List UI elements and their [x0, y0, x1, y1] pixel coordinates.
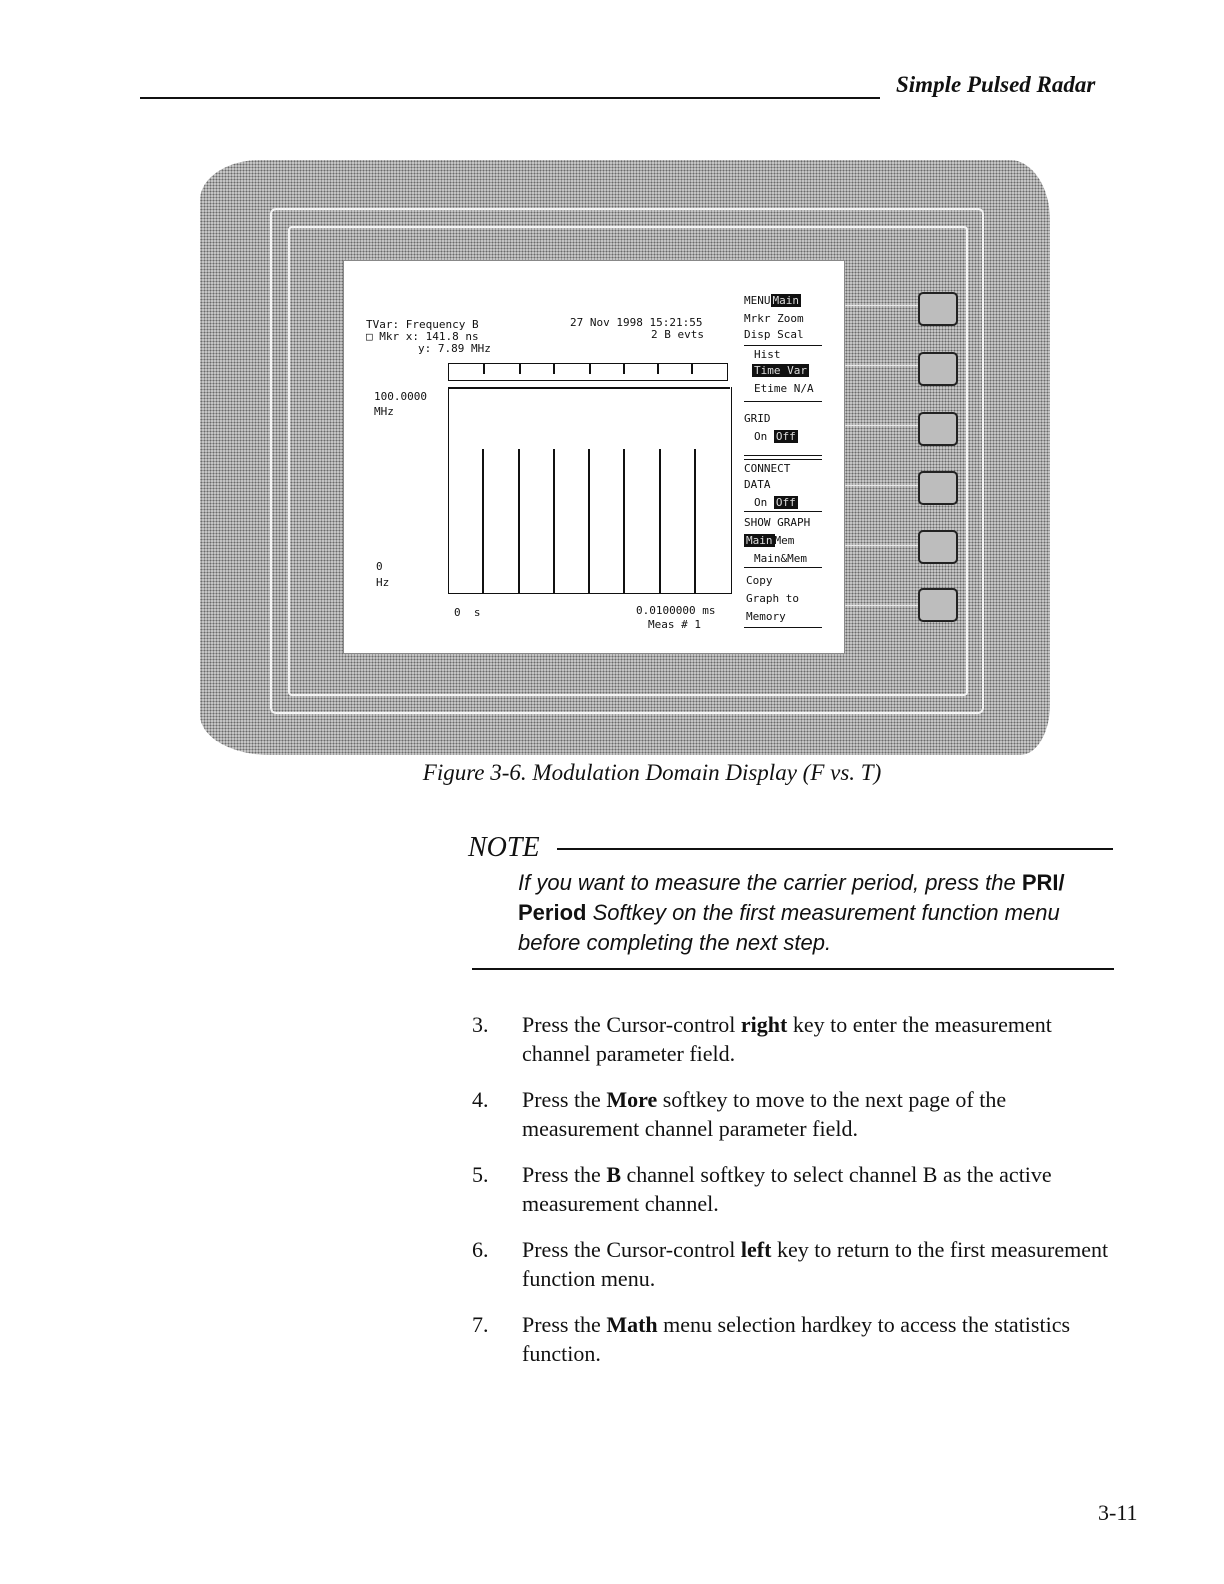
softkey-4[interactable]	[918, 471, 958, 505]
x-axis-start: 0 s	[454, 606, 481, 619]
note-title: NOTE	[468, 832, 540, 863]
softkey-6[interactable]	[918, 588, 958, 622]
softkey-leader-line	[842, 305, 918, 306]
menu-item-copy: Copy	[746, 574, 773, 587]
step-item: 5. Press the B channel softkey to select channel B as the active measurement channel.	[472, 1162, 1052, 1216]
strip-tick	[623, 364, 625, 374]
y-axis-top-unit: MHz	[374, 405, 394, 418]
menu-item-mrkr-zoom: Mrkr Zoom	[744, 312, 804, 325]
running-title: Simple Pulsed Radar	[896, 72, 1096, 97]
frequency-bar	[623, 449, 625, 593]
page-number: 3-11	[1098, 1500, 1138, 1525]
header-rule	[140, 97, 880, 99]
note-bold-softkey: PRI/ Period	[518, 870, 1065, 925]
softkey-leader-line	[842, 545, 918, 546]
strip-tick	[657, 364, 659, 374]
procedure-steps	[472, 1010, 1112, 1385]
y-axis-bottom-value: 0	[376, 560, 383, 573]
menu-separator	[744, 627, 822, 628]
softkey-1[interactable]	[918, 292, 958, 326]
measurement-count: Meas # 1	[648, 618, 701, 631]
events-readout: 2 B evts	[651, 328, 704, 341]
menu-item-hist: Hist	[754, 348, 781, 361]
softkey-leader-line	[842, 605, 918, 606]
frequency-bar	[588, 449, 590, 593]
menu-selected-main: Main	[772, 294, 799, 307]
menu-item-memory: Memory	[746, 610, 786, 623]
strip-tick	[483, 364, 485, 374]
frequency-bar	[482, 449, 484, 593]
strip-tick	[519, 364, 521, 374]
step-item: 6. Press the Cursor-control left key to return to the first measurement function menu.	[472, 1237, 1109, 1291]
trace-variable-label: TVar: Frequency B	[366, 318, 479, 331]
menu-item-time-var: Time Var	[754, 364, 807, 377]
menu-separator	[744, 455, 822, 456]
menu-separator	[744, 567, 822, 568]
softkey-5[interactable]	[918, 530, 958, 564]
menu-header	[744, 295, 801, 307]
y-axis-top-value: 100.0000	[374, 390, 427, 403]
x-axis-end: 0.0100000 ms	[636, 604, 716, 617]
menu-item-data: DATA	[744, 478, 771, 491]
softkey-leader-line	[842, 485, 918, 486]
note-body: If you want to measure the carrier period, press the PRI/ Period Softkey on the first measurement function menu before completing the next step.	[518, 870, 1065, 955]
step-item: 4. Press the More softkey to move to the next page of the measurement channel parameter field.	[472, 1087, 1007, 1141]
note-rule-top	[557, 848, 1113, 850]
strip-tick	[691, 364, 693, 374]
strip-tick	[553, 364, 555, 374]
figure-caption: Figure 3-6. Modulation Domain Display (F vs. T)	[422, 760, 882, 785]
menu-item-data-toggle: On Off	[754, 496, 796, 509]
menu-item-grid: GRID	[744, 412, 771, 425]
menu-item-disp-scal: Disp Scal	[744, 328, 804, 341]
frequency-bar	[518, 449, 520, 593]
y-axis-bottom-unit: Hz	[376, 576, 390, 589]
frequency-vs-time-plot	[448, 387, 732, 594]
datetime-readout: 27 Nov 1998 15:21:55	[570, 316, 703, 329]
marker-x-readout: □ Mkr x: 141.8 ns	[366, 330, 479, 343]
figure-modulation-display	[200, 160, 1050, 755]
step-item: 7. Press the Math menu selection hardkey to access the statistics function.	[472, 1312, 1071, 1366]
menu-item-show-graph-mainmem: Main&Mem	[754, 552, 807, 565]
step-item: 3. Press the Cursor-control right key to enter the measurement channel parameter field.	[472, 1012, 1052, 1066]
menu-label: MENU	[744, 294, 771, 307]
menu-separator	[744, 345, 822, 346]
menu-item-connect: CONNECT	[744, 462, 791, 475]
softkey-leader-line	[842, 425, 918, 426]
menu-item-show-graph-main: Main Mem	[746, 534, 795, 547]
menu-separator	[744, 401, 822, 402]
marker-y-readout: y: 7.89 MHz	[418, 342, 491, 355]
softkey-2[interactable]	[918, 352, 958, 386]
menu-item-etime: Etime N/A	[754, 382, 814, 395]
frequency-bar	[659, 449, 661, 593]
note-rule-bottom	[472, 968, 1114, 970]
frequency-bar	[694, 449, 696, 593]
softkey-3[interactable]	[918, 412, 958, 446]
histogram-strip	[448, 363, 728, 381]
menu-item-graph-to: Graph to	[746, 592, 799, 605]
strip-tick	[589, 364, 591, 374]
menu-separator	[744, 511, 822, 512]
frequency-bar	[553, 449, 555, 593]
menu-item-grid-toggle: On Off	[754, 430, 796, 443]
softkey-leader-line	[842, 365, 918, 366]
instrument-screen	[343, 260, 845, 654]
menu-item-show-graph: SHOW GRAPH	[744, 516, 811, 529]
menu-separator	[744, 459, 822, 460]
